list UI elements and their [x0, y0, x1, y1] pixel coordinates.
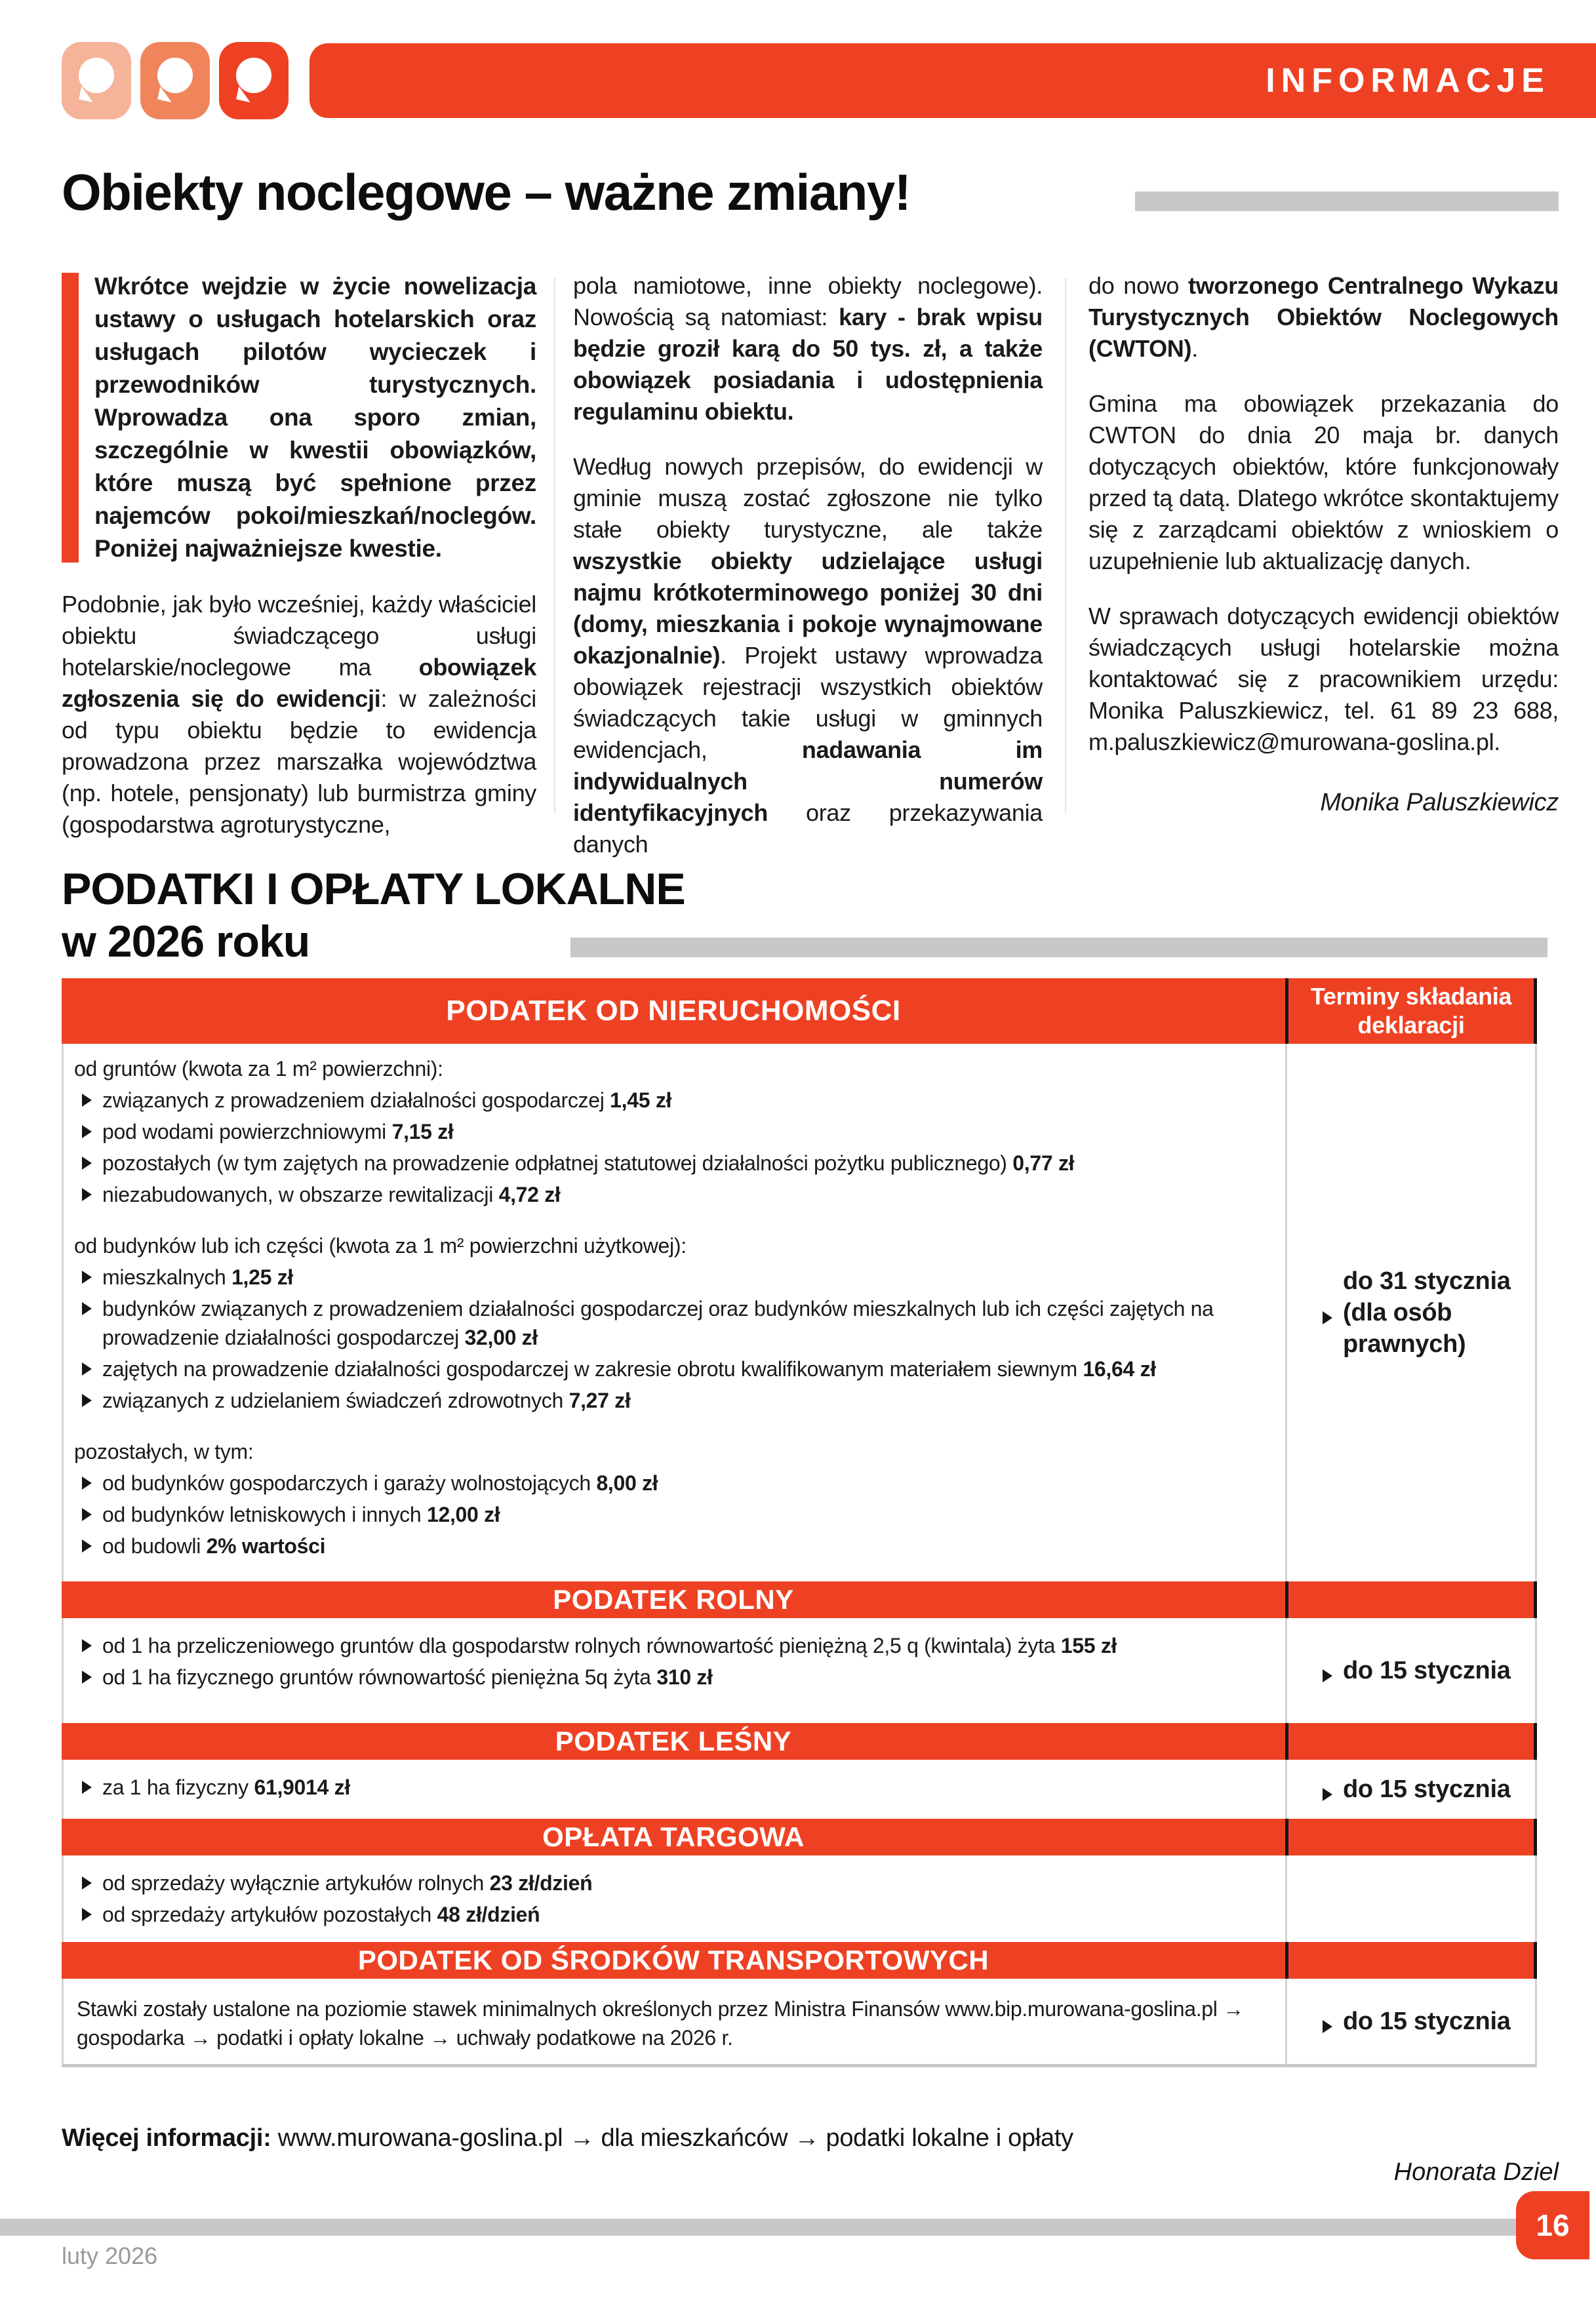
- speech-bubble-glyph: [236, 58, 271, 93]
- column-divider: [554, 278, 555, 813]
- kicker-label: INFORMACJE: [1266, 62, 1550, 100]
- deadline-text: [1343, 1265, 1528, 1360]
- bullet-icon: [1323, 1788, 1332, 1801]
- bullet-item: [74, 1631, 1271, 1660]
- bullet-icon: [1323, 1311, 1332, 1324]
- table-header-main: PODATEK OD NIERUCHOMOŚCI: [62, 978, 1285, 1044]
- footer-bar: [0, 2219, 1516, 2236]
- bullet-text: [102, 1086, 1271, 1115]
- article-column-3: [1088, 270, 1559, 818]
- title-rule: [1135, 191, 1559, 211]
- text-segment: do 15 stycznia: [1343, 1657, 1511, 1684]
- speech-bubble-glyph: [157, 58, 193, 93]
- text-segment: związanych z prowadzeniem działalności gospodarczej: [102, 1088, 610, 1112]
- bullet-text: [102, 1900, 1271, 1929]
- article-column-2: [573, 270, 1043, 860]
- section-banner-targowa: [62, 1819, 1285, 1855]
- bullet-text: [102, 1180, 1271, 1209]
- text-segment: 48 zł/dzień: [437, 1903, 540, 1926]
- deadline-text: [1343, 2006, 1511, 2037]
- section-title-rule: [570, 938, 1547, 957]
- text-segment: do 15 stycznia: [1343, 2008, 1511, 2035]
- bullet-item: [74, 1086, 1271, 1115]
- text-segment: mieszkalnych: [102, 1265, 232, 1289]
- section-banner-rolny: [62, 1581, 1285, 1618]
- text-segment: W sprawach dotyczących ewidencji obiektów świadczących usługi hotelarskie można kontaktować się z pracownikiem urzędu: Monika Paluszkiewicz, tel. 61 89 23 688, m.paluszkiewicz@murowana-goslina.pl.: [1088, 603, 1559, 755]
- bullet-icon: [82, 1125, 92, 1138]
- bullet-icon: [82, 1781, 92, 1794]
- article-column-1: [62, 270, 536, 841]
- column-divider: [1065, 278, 1066, 813]
- bullet-item: [74, 1117, 1271, 1146]
- bullet-text: [102, 1117, 1271, 1146]
- lead-accent-bar: [62, 273, 79, 563]
- bullet-text: [102, 1355, 1271, 1383]
- bullet-icon: [82, 1671, 92, 1684]
- bullet-icon: [82, 1508, 92, 1521]
- lead-paragraph: [62, 270, 536, 565]
- bullet-item: [74, 1500, 1271, 1529]
- bullet-icon: [82, 1539, 92, 1553]
- text-segment: 155 zł: [1060, 1634, 1117, 1657]
- text-segment: 8,00 zł: [596, 1471, 658, 1495]
- bullet-icon: [1323, 1669, 1332, 1682]
- text-segment: do 31 stycznia (dla osób prawnych): [1343, 1267, 1511, 1358]
- text-segment: 32,00 zł: [464, 1326, 538, 1349]
- tax-group-grunty: [74, 1054, 1271, 1209]
- text-segment: 4,72 zł: [498, 1183, 561, 1206]
- article-paragraph: [62, 589, 536, 841]
- table-header-deadline: Terminy składania deklaracji: [1285, 978, 1537, 1044]
- bullet-text: [102, 1500, 1271, 1529]
- tax-group-pozostale: [74, 1437, 1271, 1560]
- text-segment: oraz przekazywania danych: [573, 799, 1043, 858]
- group-intro: pozostałych, w tym:: [74, 1440, 254, 1463]
- text-segment: wszystkie obiekty udzielające usługi najmu krótkoterminowego poniżej 30 dni (domy, mieszkania i pokoje wynajmowane okazjonalnie): [573, 547, 1043, 669]
- text-segment: 16,64 zł: [1083, 1357, 1156, 1381]
- bullet-item: [74, 1532, 1271, 1560]
- logo: [62, 42, 289, 119]
- text-segment: od budynków letniskowych i innych: [102, 1503, 427, 1526]
- bullet-item: [74, 1294, 1271, 1352]
- cell-rolny: [62, 1618, 1285, 1723]
- text-segment: związanych z udzielaniem świadczeń zdrowotnych: [102, 1389, 569, 1412]
- deadline-cell-nieruchomosci: [1285, 1044, 1537, 1581]
- speech-bubble-icon: [219, 42, 289, 119]
- bullet-item: [74, 1469, 1271, 1497]
- cell-nieruchomosci: [62, 1044, 1285, 1581]
- bullet-text: [102, 1149, 1271, 1178]
- bullet-text: [102, 1469, 1271, 1497]
- banner-label: PODATEK OD ŚRODKÓW TRANSPORTOWYCH: [357, 1945, 989, 1975]
- bullet-icon: [82, 1271, 92, 1284]
- transport-note: [74, 1989, 1271, 2052]
- section-banner-lesny: [62, 1723, 1285, 1760]
- text-segment: obowiązek zgłoszenia się do ewidencji: [62, 654, 536, 712]
- bullet-text: [102, 1869, 1271, 1897]
- page-number: 16: [1536, 2208, 1570, 2242]
- deadline-cell-transport: [1285, 1979, 1537, 2067]
- text-segment: od sprzedaży artykułów pozostałych: [102, 1903, 437, 1926]
- deadline-text: [1343, 1655, 1511, 1686]
- cell-targowa: [62, 1855, 1285, 1942]
- bullet-icon: [82, 1477, 92, 1490]
- bullet-icon: [82, 1362, 92, 1376]
- bullet-text: [102, 1663, 1271, 1692]
- text-segment: za 1 ha fizyczny: [102, 1775, 254, 1799]
- article-paragraph: [1088, 388, 1559, 577]
- section-banner-lesny-right: [1285, 1723, 1537, 1760]
- group-items: [74, 1469, 1271, 1560]
- text-segment: pod wodami powierzchniowymi: [102, 1120, 392, 1143]
- author-signature: Honorata Dziel: [1393, 2158, 1559, 2186]
- article-paragraph: [1088, 601, 1559, 758]
- speech-bubble-icon: [62, 42, 131, 119]
- cell-transport: [62, 1979, 1285, 2067]
- bullet-item: [74, 1900, 1271, 1929]
- bullet-icon: [82, 1188, 92, 1201]
- speech-bubble-icon: [140, 42, 210, 119]
- text-segment: pola namiotowe, inne obiekty noclegowe). Nowością są natomiast:: [573, 272, 1043, 330]
- article-paragraph: [573, 270, 1043, 427]
- text-segment: od budynków gospodarczych i garaży wolnostojących: [102, 1471, 597, 1495]
- text-segment: 23 zł/dzień: [489, 1871, 593, 1895]
- text-segment: do 15 stycznia: [1343, 1775, 1511, 1803]
- text-segment: : w zależności od typu obiektu będzie to ewidencja prowadzona przez marszałka województwa (np. hotele, pensjonaty) lub burmistrza gminy (gospodarstwa agroturystyczne,: [62, 685, 537, 838]
- article-title: Obiekty noclegowe – ważne zmiany!: [62, 163, 911, 221]
- bullet-icon: [1323, 2020, 1332, 2033]
- bullet-icon: [82, 1639, 92, 1652]
- text-segment: niezabudowanych, w obszarze rewitalizacji: [102, 1183, 499, 1206]
- bullet-item: [74, 1180, 1271, 1209]
- tax-table: [62, 978, 1537, 2067]
- text-segment: 1,45 zł: [610, 1088, 672, 1112]
- text-segment: kary - brak wpisu będzie groził karą do 50 tys. zł, a także obowiązek posiadania i udostępnienia regulaminu obiektu.: [573, 304, 1043, 425]
- text-segment: 12,00 zł: [426, 1503, 500, 1526]
- text-segment: .: [1191, 335, 1198, 362]
- text-segment: tworzonego Centralnego Wykazu Turystycznych Obiektów Noclegowych (CWTON): [1088, 272, 1559, 362]
- text-segment: 2% wartości: [206, 1534, 326, 1558]
- text-segment: od 1 ha przeliczeniowego gruntów dla gospodarstw rolnych równowartość pieniężną 2,5 q (kwintala) żyta: [102, 1634, 1061, 1657]
- bullet-icon: [82, 1302, 92, 1315]
- bullet-text: [102, 1631, 1271, 1660]
- banner-label: PODATEK LEŚNY: [555, 1726, 792, 1756]
- speech-bubble-glyph: [79, 58, 114, 93]
- text-segment: Według nowych przepisów, do ewidencji w gminie muszą zostać zgłoszone nie tylko stałe obiekty turystyczne, ale także: [573, 453, 1043, 543]
- text-segment: Więcej informacji:: [62, 2124, 271, 2152]
- bullet-text: [102, 1294, 1271, 1352]
- bullet-icon: [82, 1157, 92, 1170]
- bullet-text: [102, 1773, 1271, 1802]
- section-title-line1: PODATKI I OPŁATY LOKALNE: [62, 864, 685, 914]
- tax-group-budynki: [74, 1231, 1271, 1415]
- bullet-text: [102, 1386, 1271, 1415]
- bullet-item: [74, 1149, 1271, 1178]
- article-paragraph: [573, 451, 1043, 860]
- section-banner-rolny-right: [1285, 1581, 1537, 1618]
- text-segment: Podobnie, jak było wcześniej, każdy właściciel obiektu świadczącego usługi hotelarskie/noclegowe ma: [62, 591, 536, 681]
- more-info: [62, 2124, 1073, 2152]
- section-banner-transport-right: [1285, 1942, 1537, 1979]
- banner-label: PODATEK ROLNY: [553, 1584, 794, 1615]
- group-items: [74, 1263, 1271, 1415]
- page-number-badge: [1516, 2191, 1589, 2259]
- group-intro: od gruntów (kwota za 1 m² powierzchni):: [74, 1057, 443, 1081]
- bullet-icon: [82, 1908, 92, 1921]
- text-segment: www.murowana-goslina.pl → dla mieszkańców → podatki lokalne i opłaty: [271, 2124, 1073, 2152]
- group-items: [74, 1086, 1271, 1209]
- text-segment: budynków związanych z prowadzeniem działalności gospodarczej oraz budynków mieszkalnych lub ich części zajętych na prowadzenie działalności gospodarczej: [102, 1297, 1214, 1349]
- text-segment: Stawki zostały ustalone na poziomie stawek minimalnych określonych przez Ministra Finansów www.bip.murowana-goslina.pl → gospodarka → podatki i opłaty lokalne → uchwały podatkowe na 2026 r.: [77, 1997, 1244, 2050]
- text-segment: 7,15 zł: [391, 1120, 454, 1143]
- text-segment: nadawania im indywidualnych numerów identyfikacyjnych: [573, 736, 1043, 826]
- article-paragraph: [1088, 270, 1559, 365]
- bullet-text: [102, 1263, 1271, 1292]
- bullet-item: [74, 1263, 1271, 1292]
- lead-text: [94, 273, 536, 562]
- text-segment: Wkrótce wejdzie w życie nowelizacja ustawy o usługach hotelarskich oraz usługach pilotów wycieczek i przewodników turystycznych. Wprowadza ona sporo zmian, szczególnie w kwestii obowiązków, które muszą być spełnione przez najemców pokoi/mieszkań/noclegów. Poniżej najważniejsze kwestie.: [94, 273, 536, 562]
- group-intro: od budynków lub ich części (kwota za 1 m² powierzchni użytkowej):: [74, 1234, 687, 1258]
- text-segment: od budowli: [102, 1534, 207, 1558]
- text-segment: zajętych na prowadzenie działalności gospodarczej w zakresie obrotu kwalifikowanym materiałem siewnym: [102, 1357, 1083, 1381]
- text-segment: pozostałych (w tym zajętych na prowadzenie odpłatnej statutowej działalności pożytku publicznego): [102, 1151, 1013, 1175]
- text-segment: . Projekt ustawy wprowadza obowiązek rejestracji wszystkich obiektów świadczących takie usługi w gminnych ewidencjach,: [573, 642, 1043, 763]
- text-segment: 1,25 zł: [231, 1265, 294, 1289]
- text-segment: 7,27 zł: [569, 1389, 631, 1412]
- author-signature: Monika Paluszkiewicz: [1320, 789, 1559, 816]
- bullet-text: [102, 1532, 1271, 1560]
- text-segment: 0,77 zł: [1012, 1151, 1075, 1175]
- banner-label: OPŁATA TARGOWA: [542, 1821, 805, 1852]
- cell-lesny: [62, 1760, 1285, 1819]
- bullet-item: [74, 1869, 1271, 1897]
- text-segment: 61,9014 zł: [254, 1775, 350, 1799]
- bullet-item: [74, 1355, 1271, 1383]
- info-banner: [309, 43, 1596, 118]
- deadline-cell-rolny: [1285, 1618, 1537, 1723]
- deadline-cell-targowa-empty: [1285, 1855, 1537, 1942]
- text-segment: od 1 ha fizycznego gruntów równowartość pieniężna 5q żyta: [102, 1665, 657, 1689]
- issue-label: luty 2026: [62, 2242, 158, 2269]
- bullet-icon: [82, 1094, 92, 1107]
- text-segment: do nowo: [1088, 272, 1189, 299]
- section-title-line2: w 2026 roku: [62, 917, 310, 966]
- section-banner-targowa-right: [1285, 1819, 1537, 1855]
- bullet-item: [74, 1386, 1271, 1415]
- deadline-text: [1343, 1774, 1511, 1805]
- text-segment: Gmina ma obowiązek przekazania do CWTON do dnia 20 maja br. danych dotyczących obiektów, które funkcjonowały przed tą datą. Dlatego wkrótce skontaktujemy się z zarządcami obiektów z wnioskiem o uzupełnienie lub aktualizację danych.: [1088, 390, 1559, 574]
- deadline-cell-lesny: [1285, 1760, 1537, 1819]
- section-banner-transport: [62, 1942, 1285, 1979]
- bullet-item: [74, 1773, 1271, 1802]
- bullet-icon: [82, 1394, 92, 1407]
- text-segment: od sprzedaży wyłącznie artykułów rolnych: [102, 1871, 490, 1895]
- text-segment: 310 zł: [656, 1665, 713, 1689]
- bullet-icon: [82, 1876, 92, 1890]
- bullet-item: [74, 1663, 1271, 1692]
